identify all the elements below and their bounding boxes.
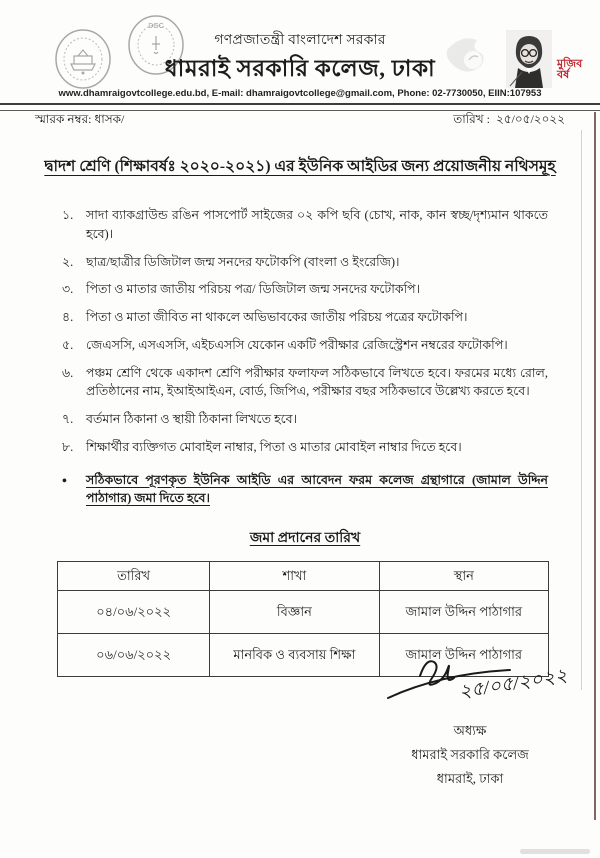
item-number: ৬.: [62, 365, 74, 380]
cell-date: ০৬/০৬/২০২২: [58, 634, 210, 677]
mujib-text-line1: মুজিব: [557, 57, 583, 70]
signature-date: ২৫/০৫/২০২২: [457, 665, 569, 703]
signatory-location: ধামরাই, ঢাকা: [436, 771, 504, 787]
list-item: [62, 280, 548, 299]
column-header-place: স্থান: [379, 562, 548, 591]
memo-date-row: [35, 111, 565, 131]
item-number: ৭.: [62, 412, 74, 426]
header-divider: [0, 103, 600, 111]
item-text: জেএসসি, এসএসসি, এইচএসসি যেকোন একটি পরীক্ষার রেজিস্ট্রেশন নম্বরের ফটোকপি।: [86, 337, 508, 352]
signature-block: [360, 646, 580, 790]
scan-crease-line: [581, 130, 582, 690]
table-header-row: [58, 562, 549, 591]
date-value: ২৫/০৫/২০২২: [495, 112, 565, 126]
schedule-title-text: জমা প্রদানের তারিখ: [249, 531, 361, 546]
handwritten-signature: [360, 646, 580, 718]
signatory-designation: অধ্যক্ষ: [453, 723, 487, 738]
item-number: ১.: [62, 208, 74, 222]
list-item: [62, 253, 548, 272]
item-text: ছাত্র/ছাত্রীর ডিজিটাল জন্ম সনদের ফটোকপি (বাংলা ও ইংরেজি)।: [86, 254, 400, 269]
scan-edge-line: [594, 112, 596, 820]
submission-note-text: সঠিকভাবে পূরণকৃত ইউনিক আইডি এর আবেদন ফরম কলেজ গ্রন্থাগারে (জামাল উদ্দিন পাঠাগার) জমা দিতে হবে।: [86, 472, 548, 506]
item-number: ৮.: [62, 439, 74, 454]
contact-line: www.dhamraigovtcollege.edu.bd, E-mail: dhamraigovtcollege@gmail.com, Phone: 02-7730050, EIIN:107953: [58, 88, 542, 99]
item-text: শিক্ষার্থীর ব্যক্তিগত মোবাইল নাম্বার, পিতা ও মাতার মোবাইল নাম্বার দিতে হবে।: [86, 439, 462, 454]
list-item: [62, 410, 548, 429]
list-item: [62, 308, 548, 327]
page-title: [0, 154, 600, 180]
table-row: [58, 591, 549, 634]
cell-date: ০৪/০৬/২০২২: [58, 591, 210, 634]
cell-branch: বিজ্ঞান: [210, 591, 379, 634]
item-number: ৫.: [62, 337, 74, 352]
dgc-seal-text: DGC: [148, 23, 164, 30]
page-title-text: দ্বাদশ শ্রেণি (শিক্ষাবর্ষঃ ২০২০-২০২১) এর ইউনিক আইডির জন্য প্রয়োজনীয় নথিসমূহ: [44, 158, 556, 175]
document-body: [62, 206, 548, 677]
mujib-text-line2: বর্ষ: [557, 69, 570, 82]
item-text: পিতা ও মাতা জীবিত না থাকলে অভিভাবকের জাতীয় পরিচয় পত্রের ফটোকপি।: [86, 310, 468, 324]
column-header-branch: শাখা: [210, 562, 379, 591]
issue-date: [453, 111, 565, 131]
item-text: বর্তমান ঠিকানা ও স্থায়ী ঠিকানা লিখতে হবে।: [86, 412, 298, 426]
item-number: ৩.: [62, 282, 74, 297]
column-header-date: তারিখ: [58, 562, 210, 591]
bullet-icon: •: [62, 473, 67, 489]
item-text: সাদা ব্যাকগ্রাউন্ড রঙিন পাসপোর্ট সাইজের ০২ কপি ছবি (চোখ, নাক, কান স্বচ্ছ/দৃশ্যমান থাকতে হবে)।: [86, 208, 548, 241]
item-text: পিতা ও মাতার জাতীয় পরিচয় পত্র/ ডিজিটাল জন্ম সনদের ফটোকপি।: [86, 282, 421, 297]
college-name: ধামরাই সরকারি কলেজ, ঢাকা: [164, 56, 436, 81]
signatory-organization: ধামরাই সরকারি কলেজ: [411, 747, 529, 763]
submission-note: [62, 471, 548, 509]
date-label: তারিখ :: [453, 112, 490, 126]
schedule-title: [62, 528, 548, 549]
cell-place: জামাল উদ্দিন পাঠাগার: [379, 591, 548, 634]
list-item: [62, 206, 548, 244]
cell-branch: মানবিক ও ব্যবসায় শিক্ষা: [210, 634, 379, 677]
item-text: পঞ্চম শ্রেণি থেকে একাদশ শ্রেণি পরীক্ষার ফলাফল সঠিকভাবে লিখতে হবে। ফরমের মধ্যে রোল, প্রতিষ্ঠানের নাম, ইআইআইএন, বোর্ড, জিপিএ, পরীক্ষার বছর সঠিকভাবে উল্লেখ্য করতে হবে।: [86, 365, 548, 399]
list-item: [62, 438, 548, 457]
cell-place: জামাল উদ্দিন পাঠাগার: [379, 634, 548, 677]
list-item: [62, 336, 548, 355]
list-item: [62, 364, 548, 402]
item-number: ২.: [62, 254, 74, 269]
government-line: গণপ্রজাতন্ত্রী বাংলাদেশ সরকার: [214, 33, 386, 48]
item-number: ৪.: [62, 310, 74, 324]
memo-number: স্মারক নম্বর: ধাসক/: [35, 112, 125, 126]
scan-smudge: [520, 849, 590, 854]
